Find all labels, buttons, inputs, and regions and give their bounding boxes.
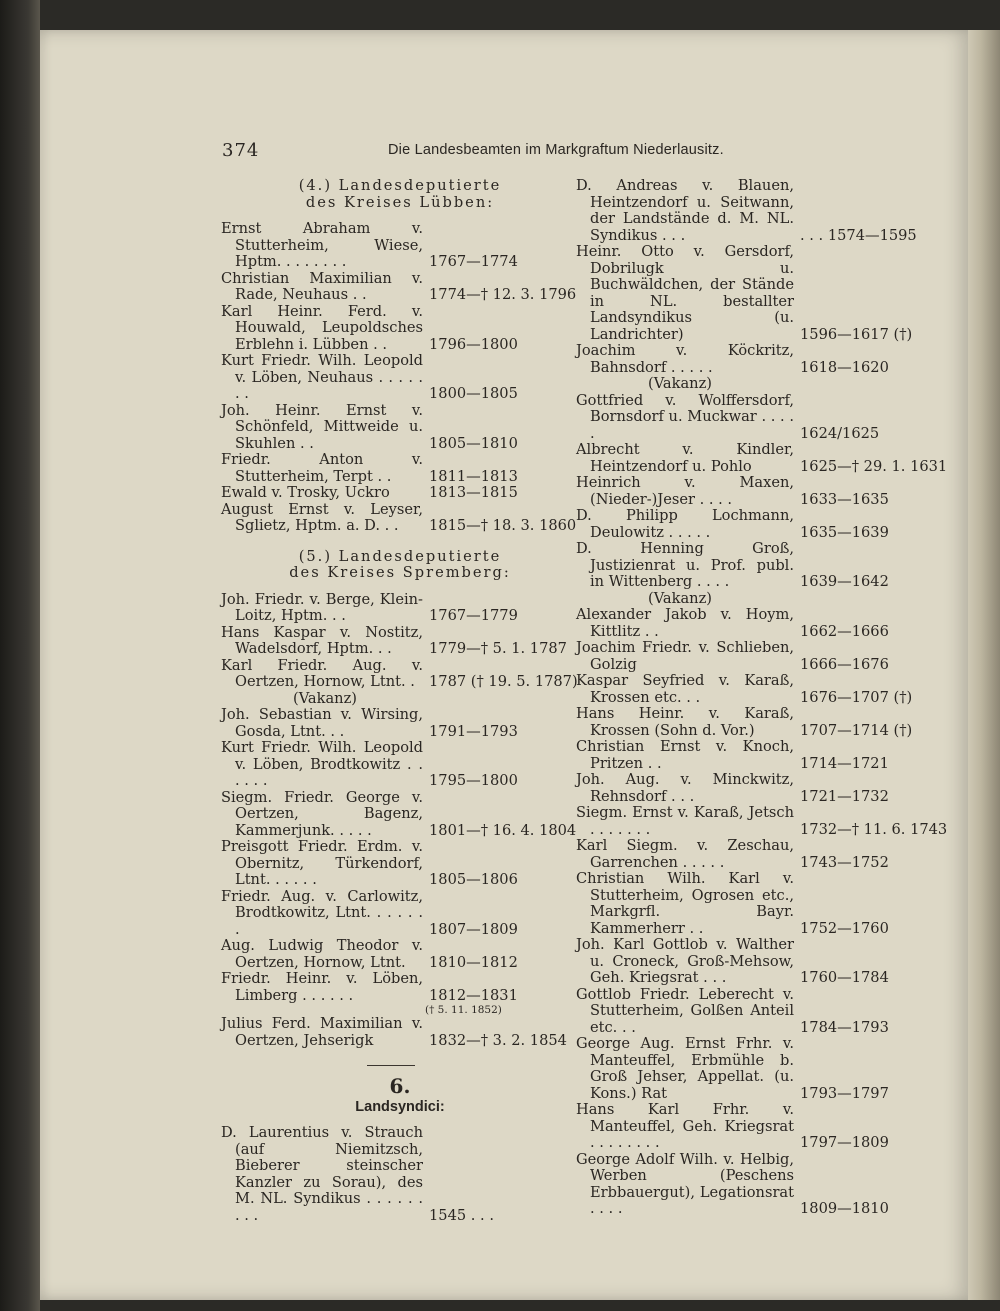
section-5-heading [215, 549, 585, 582]
official-entry [215, 452, 585, 485]
term-dates: 1779—† 5. 1. 1787 [429, 640, 567, 657]
term-dates: 1774—† 12. 3. 1796 [429, 286, 577, 303]
book-binding-edge [0, 0, 40, 1311]
official-name: George Aug. Ernst Frhr. v. Manteuffel, Erbmühle b. Groß Jehser, Appellat. (u. Kons.) Rat [576, 1035, 794, 1102]
official-name: Hans Karl Frhr. v. Manteuffel, Geh. Kriegsrat . . . . . . . . [576, 1101, 794, 1151]
official-entry [215, 790, 585, 840]
term-dates: 1743—1752 [800, 853, 889, 871]
official-entry [570, 805, 970, 838]
official-entry [570, 607, 970, 640]
section-divider [367, 1065, 415, 1066]
right-column [570, 178, 970, 1218]
official-entry [215, 502, 585, 535]
official-name: Heinrich v. Maxen, (Nieder-)Jeser . . . . [576, 474, 794, 508]
official-entry [570, 739, 970, 772]
book-page [40, 30, 975, 1300]
term-dates: 1721—1732 [800, 787, 889, 805]
official-name: Joh. Karl Gottlob v. Walther u. Croneck, Groß-Mehsow, Geh. Kriegsrat . . . [576, 936, 794, 986]
official-name: Ernst Abraham v. Stutterheim, Wiese, Hptm. . . . . . . . [221, 220, 423, 270]
section-5-list [215, 592, 585, 1050]
term-dates: 1596—1617 (†) [800, 325, 913, 343]
official-name: George Adolf Wilh. v. Helbig, Werben (Peschens Erbbauergut), Legationsrat . . . . [576, 1150, 794, 1217]
official-entry [215, 592, 585, 625]
official-name: Friedr. Aug. v. Carlowitz, Brodtkowitz, Ltnt. . . . . . . [221, 887, 423, 938]
running-head: Die Landesbeamten im Markgraftum Niederlausitz. [388, 142, 724, 158]
official-name: Ewald v. Trosky, Uckro [221, 484, 390, 501]
term-dates: 1676—1707 (†) [800, 688, 913, 706]
section-6-number: 6. [389, 1074, 411, 1098]
term-dates: 1812—1831 [429, 986, 518, 1004]
term-dates: 1810—1812 [429, 953, 518, 971]
term-dates: 1791—1793 [429, 722, 518, 740]
term-dates: 1793—1797 [800, 1084, 889, 1102]
death-note: († 5. 11. 1852) [425, 1004, 502, 1016]
official-name: Gottfried v. Wolffersdorf, Bornsdorf u. Muckwar . . . . . [576, 391, 794, 442]
official-name: Heinr. Otto v. Gersdorf, Dobrilugk u. Buchwäldchen, der Stände in NL. bestallter Landsyndikus (u. Landrichter) [576, 243, 794, 343]
official-name: D. Andreas v. Blauen, Heintzendorf u. Seitwann, der Landstände d. M. NL. Syndikus . . . [576, 177, 794, 244]
official-name: Christian Maximilian v. Rade, Neuhaus . . [221, 269, 423, 303]
official-entry [570, 178, 970, 244]
official-entry [570, 706, 970, 739]
section-4-heading [215, 178, 585, 211]
page-stack-edge [968, 30, 1000, 1300]
section-6-left-list [215, 1125, 585, 1224]
section-4-title-2: des Kreises Lübben: [305, 193, 495, 211]
official-name: Kurt Friedr. Wilh. Leopold v. Löben, Brodtkowitz . . . . . . [221, 739, 423, 789]
term-dates: 1805—1806 [429, 871, 518, 888]
official-entry [570, 1102, 970, 1152]
term-dates: 1760—1784 [800, 969, 889, 986]
official-name: Karl Siegm. v. Zeschau, Garrenchen . . . . . [576, 837, 794, 871]
official-name: Julius Ferd. Maximilian v. Oertzen, Jehserigk [221, 1015, 423, 1049]
term-dates: 1805—1810 [429, 434, 518, 452]
term-dates: 1800—1805 [429, 385, 518, 402]
official-entry [570, 343, 970, 376]
official-name: Christian Ernst v. Knoch, Pritzen . . [576, 738, 794, 772]
vacancy-note: (Vakanz) [293, 689, 357, 707]
term-dates: 1767—1774 [429, 253, 518, 270]
term-dates: 1797—1809 [800, 1134, 889, 1151]
official-entry [570, 987, 970, 1037]
term-dates: 1767—1779 [429, 607, 518, 624]
official-entry [215, 971, 585, 1004]
official-entry [570, 442, 970, 475]
official-name: Preisgott Friedr. Erdm. v. Obernitz, Türkendorf, Ltnt. . . . . . [221, 838, 423, 888]
official-entry [570, 475, 970, 508]
official-entry [215, 740, 585, 790]
section-6-right-list [570, 178, 970, 1218]
official-name: D. Laurentius v. Strauch (auf Niemitzsch, Bieberer steinscher Kanzler zu Sorau), des M. NL. Syndikus . . . . . . . . . [221, 1124, 423, 1224]
official-entry [215, 403, 585, 453]
official-entry [570, 772, 970, 805]
official-entry [215, 938, 585, 971]
term-dates: 1787 († 19. 5. 1787) [429, 673, 578, 690]
official-name: D. Henning Groß, Justizienrat u. Prof. publ. in Wittenberg . . . . [576, 540, 794, 590]
official-entry [215, 658, 585, 691]
official-entry [215, 485, 585, 502]
official-entry [215, 707, 585, 740]
term-dates: 1832—† 3. 2. 1854 [429, 1031, 567, 1049]
term-dates: 1732—† 11. 6. 1743 [800, 820, 948, 838]
term-dates: 1707—1714 (†) [800, 721, 913, 739]
official-name: Karl Friedr. Aug. v. Oertzen, Hornow, Ltnt. . [221, 656, 423, 690]
term-dates: 1714—1721 [800, 754, 889, 772]
official-name: Alexander Jakob v. Hoym, Kittlitz . . [576, 606, 794, 640]
term-dates: 1807—1809 [429, 920, 518, 938]
official-name: Albrecht v. Kindler, Heintzendorf u. Pohlo [576, 441, 794, 475]
section-6-title: Landsyndici: [355, 1098, 445, 1115]
official-name: Christian Wilh. Karl v. Stutterheim, Ogrosen etc., Markgrfl. Bayr. Kammerherr . . [576, 870, 794, 937]
official-entry [215, 839, 585, 889]
official-name: Joachim v. Köckritz, Bahnsdorf . . . . . [576, 342, 794, 376]
term-dates: 1618—1620 [800, 358, 889, 376]
official-name: Joh. Heinr. Ernst v. Schönfeld, Mittweide u. Skuhlen . . [221, 401, 423, 452]
term-dates: 1784—1793 [800, 1018, 889, 1036]
official-name: Siegm. Friedr. George v. Oertzen, Bagenz, Kammerjunk. . . . . [221, 788, 423, 839]
vacancy-note: (Vakanz) [648, 375, 712, 392]
term-dates: 1666—1676 [800, 655, 889, 673]
section-5-title-1: (5.) Landesdeputierte [298, 547, 502, 565]
official-entry [570, 508, 970, 541]
official-name: Aug. Ludwig Theodor v. Oertzen, Hornow, Ltnt. [221, 937, 423, 971]
official-name: Kaspar Seyfried v. Karaß, Krossen etc. . . [576, 672, 794, 706]
term-dates: 1813—1815 [429, 484, 518, 501]
official-entry [215, 625, 585, 658]
term-dates: 1635—1639 [800, 523, 889, 541]
official-entry [570, 871, 970, 937]
term-dates: 1811—1813 [429, 467, 518, 485]
official-name: Joh. Aug. v. Minckwitz, Rehnsdorf . . . [576, 771, 794, 805]
official-entry [215, 271, 585, 304]
left-column [215, 178, 585, 1224]
term-dates: 1752—1760 [800, 919, 889, 937]
official-name: Joachim Friedr. v. Schlieben, Golzig [576, 639, 794, 673]
term-dates: 1796—1800 [429, 335, 518, 353]
official-entry [570, 244, 970, 343]
official-entry [570, 1152, 970, 1218]
official-name: Karl Heinr. Ferd. v. Houwald, Leupoldsches Erblehn i. Lübben . . [221, 302, 423, 353]
term-dates: 1809—1810 [800, 1200, 889, 1217]
official-entry [215, 1125, 585, 1224]
official-entry [570, 673, 970, 706]
official-entry [215, 353, 585, 403]
official-name: Joh. Friedr. v. Berge, Klein-Loitz, Hptm. . . [221, 590, 423, 624]
official-entry [570, 1036, 970, 1102]
official-name: Siegm. Ernst v. Karaß, Jetsch . . . . . . . [576, 804, 794, 838]
official-entry [570, 541, 970, 591]
official-name: Gottlob Friedr. Leberecht v. Stutterheim, Golßen Anteil etc. . . [576, 985, 794, 1036]
term-dates: 1662—1666 [800, 622, 889, 640]
official-entry [215, 304, 585, 354]
term-dates: 1801—† 16. 4. 1804 [429, 821, 577, 839]
section-4-title-1: (4.) Landesdeputierte [298, 177, 502, 194]
page-number: 374 [222, 140, 260, 161]
official-name: Friedr. Heinr. v. Löben, Limberg . . . . . . [221, 970, 423, 1004]
term-dates: 1545 . . . [429, 1206, 494, 1224]
official-name: Kurt Friedr. Wilh. Leopold v. Löben, Neuhaus . . . . . . . [221, 352, 423, 402]
term-dates: 1624/1625 [800, 424, 880, 442]
term-dates: . . . 1574—1595 [800, 226, 917, 244]
term-dates: 1639—1642 [800, 573, 889, 590]
official-entry [215, 221, 585, 271]
official-name: August Ernst v. Leyser, Sglietz, Hptm. a. D. . . [221, 500, 423, 534]
official-entry [215, 1016, 585, 1049]
official-name: Hans Kaspar v. Nostitz, Wadelsdorf, Hptm. . . [221, 623, 423, 657]
official-entry [570, 393, 970, 443]
term-dates: 1815—† 18. 3. 1860 [429, 517, 577, 534]
page-header [40, 140, 975, 164]
official-entry [570, 937, 970, 987]
section-5-title-2: des Kreises Spremberg: [289, 564, 511, 581]
term-dates: 1625—† 29. 1. 1631 [800, 457, 948, 475]
official-entry [570, 640, 970, 673]
official-name: Hans Heinr. v. Karaß, Krossen (Sohn d. Vor.) [576, 705, 794, 739]
official-name: Friedr. Anton v. Stutterheim, Terpt . . [221, 451, 423, 485]
vacancy-note: (Vakanz) [648, 589, 712, 607]
official-name: Joh. Sebastian v. Wirsing, Gosda, Ltnt. . . [221, 706, 423, 740]
term-dates: 1633—1635 [800, 490, 889, 508]
official-name: D. Philipp Lochmann, Deulowitz . . . . . [576, 507, 794, 541]
official-entry [570, 838, 970, 871]
section-4-list [215, 221, 585, 535]
official-entry [215, 889, 585, 939]
term-dates: 1795—1800 [429, 772, 518, 789]
